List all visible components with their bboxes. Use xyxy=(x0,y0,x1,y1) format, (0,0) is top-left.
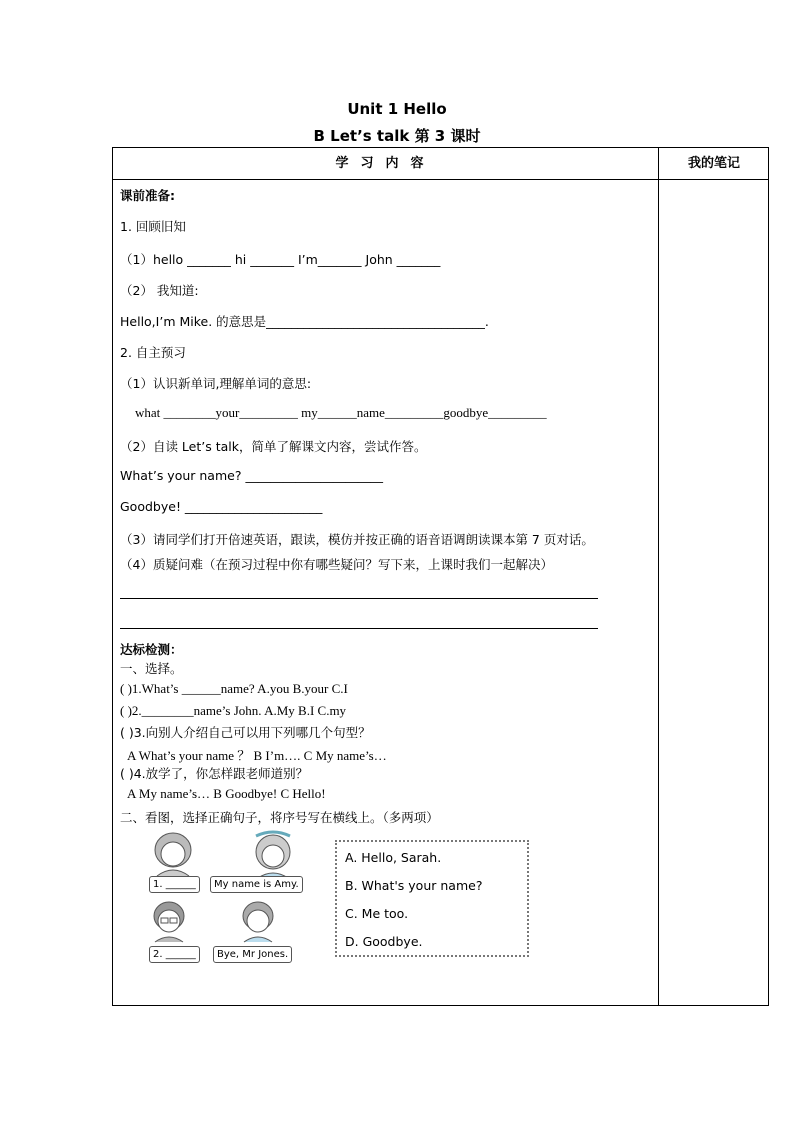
header-divider xyxy=(113,179,768,180)
choice-question-3-options: A What’s your name ？ B I’m…. C My name’s… xyxy=(127,748,387,763)
preview-word-list: what ________your_________ my______name_________goodbye_________ xyxy=(135,405,547,420)
answer-line xyxy=(120,598,598,599)
cartoon-illustration xyxy=(143,828,313,968)
review-i-know: （2） 我知道: xyxy=(120,283,199,298)
test-part1-title: 一、选择。 xyxy=(120,661,183,676)
option-d: D. Goodbye. xyxy=(345,934,423,949)
review-words: （1）hello _______ hi _______ I’m_______ John _______ xyxy=(120,252,441,267)
choice-question-2: ( )2.________name’s John. A.My B.I C.my xyxy=(120,703,347,718)
preview-read-aloud: （3）请同学们打开倍速英语，跟读，模仿并按正确的语音语调朗读课本第 7 页对话。 xyxy=(120,532,594,547)
pre-class-heading: 课前准备: xyxy=(120,188,175,203)
girl-figure-right xyxy=(256,832,290,878)
preview-questions: （4）质疑问难（在预习过程中你有哪些疑问？写下来，上课时我们一起解决） xyxy=(120,557,553,572)
blank-1-box[interactable]: 1. ______ xyxy=(149,876,200,893)
choice-question-4: ( )4.放学了，你怎样跟老师道别？ xyxy=(120,766,309,781)
boy-figure-right xyxy=(243,902,273,942)
option-b: B. What's your name? xyxy=(345,878,483,893)
preview-read-talk: （2）自读 Let’s talk，简单了解课文内容，尝试作答。 xyxy=(120,439,427,454)
preview-new-words: （1）认识新单词,理解单词的意思: xyxy=(120,376,312,391)
girl-figure-left xyxy=(155,833,191,876)
boy-figure-left xyxy=(154,902,184,942)
speech-bubble-amy: My name is Amy. xyxy=(210,876,303,893)
header-my-notes: 我的笔记 xyxy=(687,156,740,171)
page-subtitle: B Let’s talk 第 3 课时 xyxy=(313,127,481,145)
question-goodbye: Goodbye! ______________________ xyxy=(120,499,323,514)
test-heading: 达标检测： xyxy=(120,642,183,657)
test-part2-title: 二、看图，选择正确句子，将序号写在横线上。（多两项） xyxy=(120,810,439,825)
option-c: C. Me too. xyxy=(345,906,409,921)
answer-line xyxy=(120,628,598,629)
section-review: 1. 回顾旧知 xyxy=(120,219,186,234)
choice-question-1: ( )1.What’s ______name? A.you B.your C.I xyxy=(120,681,348,696)
option-a: A. Hello, Sarah. xyxy=(345,850,442,865)
speech-bubble-bye: Bye, Mr Jones. xyxy=(213,946,292,963)
section-preview: 2. 自主预习 xyxy=(120,345,186,360)
question-whats-your-name: What’s your name? ______________________ xyxy=(120,468,383,483)
review-meaning: Hello,I’m Mike. 的意思是___________________________________. xyxy=(120,314,489,329)
choice-question-3: ( )3.向别人介绍自己可以用下列哪几个句型？ xyxy=(120,725,371,740)
choice-question-4-options: A My name’s… B Goodbye! C Hello! xyxy=(127,786,326,801)
blank-2-box[interactable]: 2. ______ xyxy=(149,946,200,963)
sentence-options-box xyxy=(335,840,529,957)
page-title: Unit 1 Hello xyxy=(347,100,447,118)
header-study-content: 学习内容 xyxy=(335,156,436,171)
column-divider xyxy=(658,148,659,1005)
